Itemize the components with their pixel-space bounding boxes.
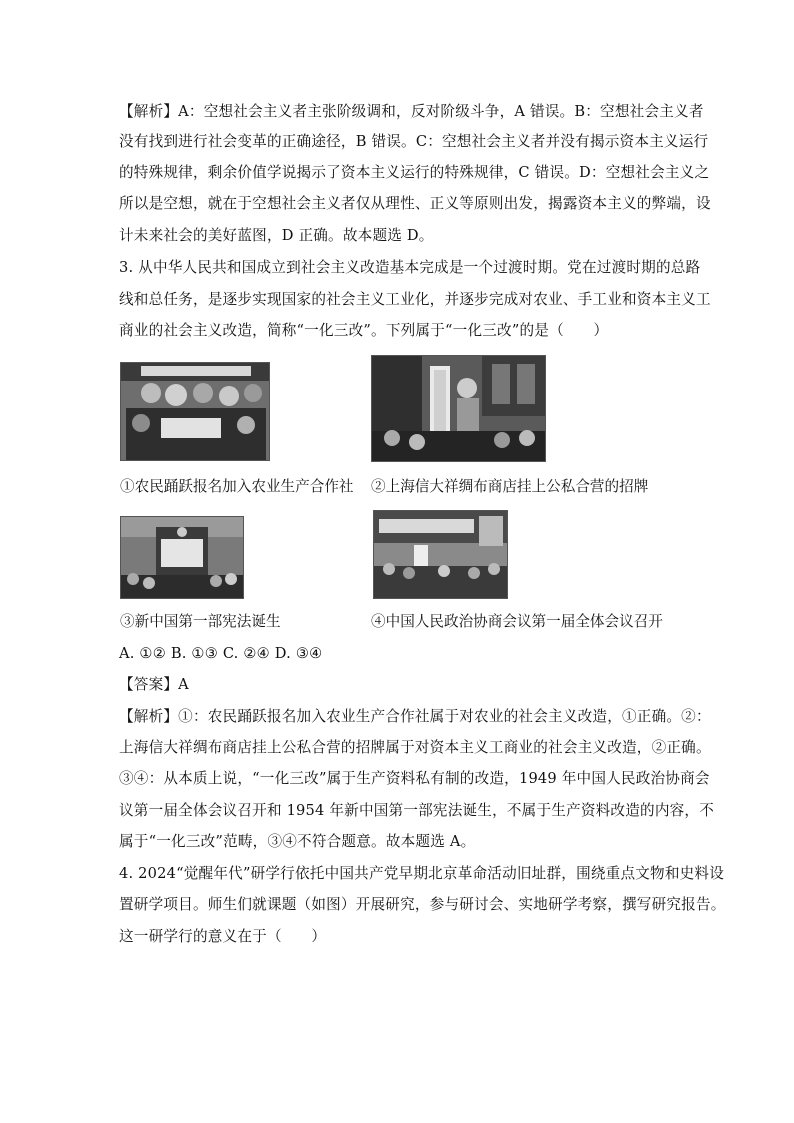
photo-constitution-image xyxy=(121,517,243,598)
analysis-line: 议第一届全体会议召开和 1954 年新中国第一部宪法诞生，不属于生产资料改造的内容，不 xyxy=(119,802,714,819)
photo-shop-joint-venture-sign xyxy=(371,355,546,462)
analysis-line: 【解析】①：农民踊跃报名加入农业生产合作社属于对农业的社会主义改造，①正确。②： xyxy=(119,708,711,725)
question-4-stem: 4. 2024“觉醒年代”研学行依托中国共产党早期北京革命活动旧址群，围绕重点文物和史料设 xyxy=(119,865,725,882)
question-3-stem: 商业的社会主义改造，简称“一化三改”。下列属于“一化三改”的是（ ） xyxy=(119,322,609,339)
analysis-line: 计未来社会的美好蓝图，D 正确。故本题选 D。 xyxy=(119,227,434,244)
photo-constitution xyxy=(120,516,244,599)
figure-caption-2: ②上海信大祥绸布商店挂上公私合营的招牌 xyxy=(371,478,649,495)
analysis-line: 属于“一化三改”范畴，③④不符合题意。故本题选 A。 xyxy=(119,833,476,850)
analysis-line: ③④：从本质上说，“一化三改”属于生产资料私有制的改造，1949 年中国人民政治协商会 xyxy=(119,770,710,787)
question-4-stem: 置研学项目。师生们就课题（如图）开展研究，参与研讨会、实地研学考察，撰写研究报告。 xyxy=(119,896,726,913)
photo-shop-joint-venture-sign-image xyxy=(372,356,545,461)
photo-farmers-cooperative xyxy=(120,362,270,461)
photo-farmers-cooperative-image xyxy=(121,363,269,460)
photo-cppcc-first-session-image xyxy=(374,511,507,598)
question-3-stem: 3. 从中华人民共和国成立到社会主义改造基本完成是一个过渡时期。党在过渡时期的总路 xyxy=(119,259,701,276)
figure-caption-3: ③新中国第一部宪法诞生 xyxy=(120,613,281,630)
answer-options: A. ①② B. ①③ C. ②④ D. ③④ xyxy=(119,645,323,662)
analysis-line: 所以是空想，就在于空想社会主义者仅从理性、正义等原则出发，揭露资本主义的弊端，设 xyxy=(119,195,711,212)
analysis-line: 没有找到进行社会变革的正确途径，B 错误。C：空想社会主义者并没有揭示资本主义运行 xyxy=(119,133,709,150)
analysis-line: 【解析】A：空想社会主义者主张阶级调和，反对阶级斗争，A 错误。B：空想社会主义者 xyxy=(119,103,704,120)
question-4-stem: 这一研学行的意义在于（ ） xyxy=(119,928,327,945)
photo-cppcc-first-session xyxy=(373,510,508,599)
question-3-stem: 线和总任务，是逐步实现国家的社会主义工业化，并逐步完成对农业、手工业和资本主义工 xyxy=(119,291,711,308)
figure-caption-1: ①农民踊跃报名加入农业生产合作社 xyxy=(120,478,354,495)
analysis-line: 的特殊规律，剩余价值学说揭示了资本主义运行的特殊规律，C 错误。D：空想社会主义之 xyxy=(119,164,710,181)
figure-caption-4: ④中国人民政治协商会议第一届全体会议召开 xyxy=(371,613,663,630)
analysis-line: 上海信大祥绸布商店挂上公私合营的招牌属于对资本主义工商业的社会主义改造，②正确。 xyxy=(119,739,711,756)
answer-label: 【答案】A xyxy=(119,676,189,693)
